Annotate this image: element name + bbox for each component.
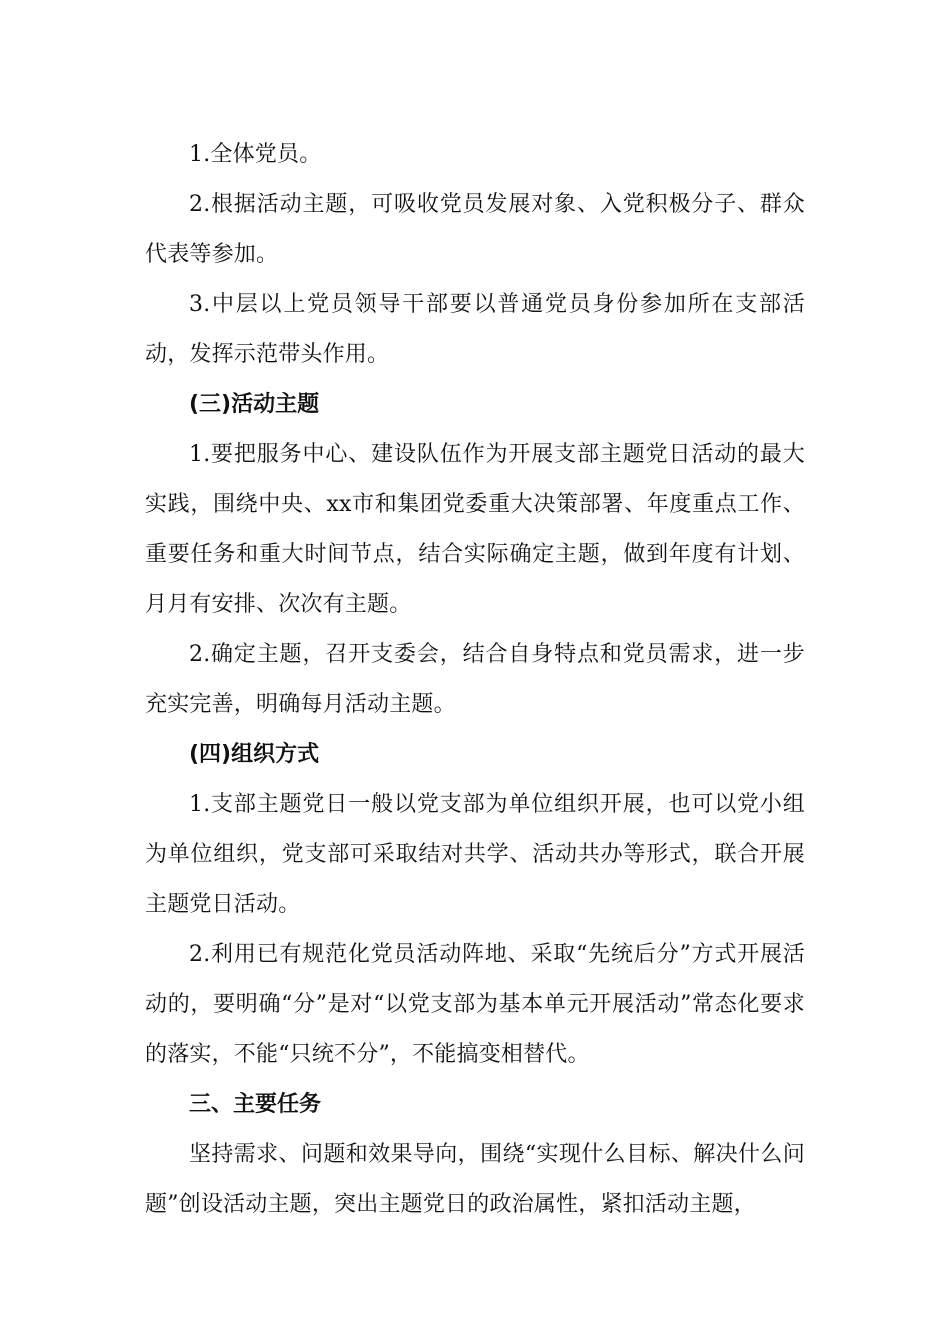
section-heading: 三、主要任务 bbox=[189, 1092, 322, 1117]
paragraph: 2.根据活动主题，可吸收党员发展对象、入党积极分子、群众代表等参加。 bbox=[145, 192, 805, 267]
section-heading: (四)组织方式 bbox=[189, 742, 320, 767]
paragraph: 1.全体党员。 bbox=[189, 142, 322, 167]
paragraph: 1.支部主题党日一般以党支部为单位组织开展，也可以党小组为单位组织，党支部可采取结对共学、活动共办等形式，联合开展主题党日活动。 bbox=[145, 792, 805, 917]
paragraph: 2.利用已有规范化党员活动阵地、采取“先统后分”方式开展活动的，要明确“分”是对“以党支部为基本单元开展活动”常态化要求的落实，不能“只统不分”，不能搞变相替代。 bbox=[145, 942, 805, 1067]
paragraph: 2.确定主题，召开支委会，结合自身特点和党员需求，进一步充实完善，明确每月活动主题。 bbox=[145, 642, 805, 717]
paragraph: 1.要把服务中心、建设队伍作为开展支部主题党日活动的最大实践，围绕中央、xx市和集团党委重大决策部署、年度重点工作、重要任务和重大时间节点，结合实际确定主题，做到年度有计划、月月有安排、次次有主题。 bbox=[145, 442, 805, 617]
paragraph: 3.中层以上党员领导干部要以普通党员身份参加所在支部活动，发挥示范带头作用。 bbox=[145, 292, 805, 367]
document-body bbox=[145, 130, 805, 1230]
section-heading: (三)活动主题 bbox=[189, 392, 320, 417]
paragraph: 坚持需求、问题和效果导向，围绕“实现什么目标、解决什么问题”创设活动主题，突出主题党日的政治属性，紧扣活动主题， bbox=[145, 1142, 805, 1217]
